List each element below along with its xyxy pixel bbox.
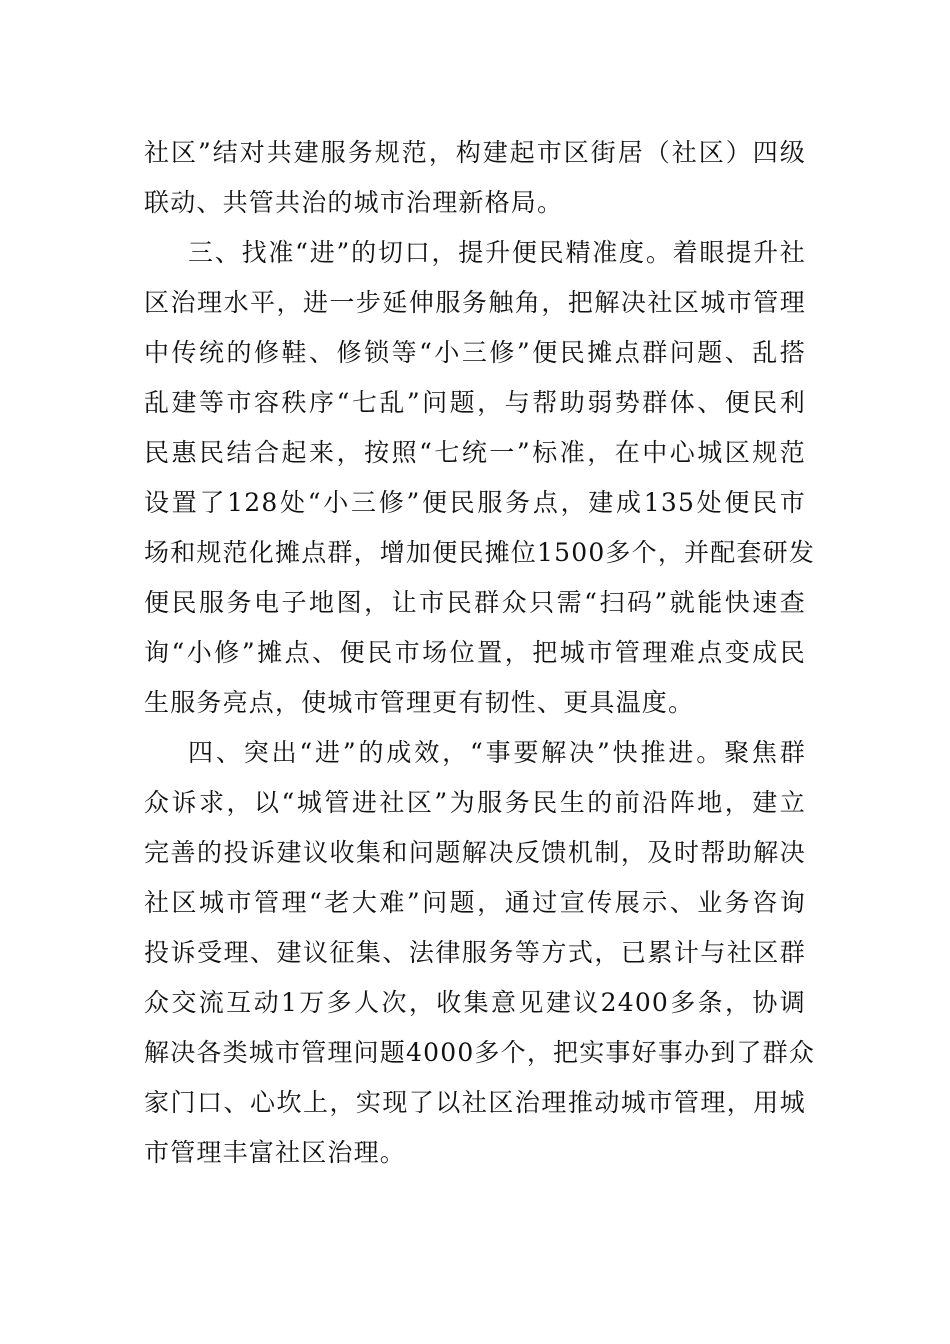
text-line: 场和规范化摊点群，增加便民摊位1500多个，并配套研发 xyxy=(144,538,816,567)
text-line: 众交流互动1万多人次，收集意见建议2400多条，协调 xyxy=(144,988,806,1017)
text-line: 市管理丰富社区治理。 xyxy=(144,1138,407,1167)
text-line: 解决各类城市管理问题4000多个，把实事好事办到了群众 xyxy=(144,1038,816,1067)
text-line: 家门口、心坎上，实现了以社区治理推动城市管理，用城 xyxy=(144,1088,806,1117)
text-line: 完善的投诉建议收集和问题解决反馈机制，及时帮助解决 xyxy=(144,838,806,867)
text-line: 中传统的修鞋、修锁等“小三修”便民摊点群问题、乱搭 xyxy=(144,338,806,367)
text-line: 民惠民结合起来，按照“七统一”标准，在中心城区规范 xyxy=(144,438,806,467)
text-line: 四、突出“进”的成效，“事要解决”快推进。聚焦群 xyxy=(188,738,806,767)
text-line: 社区城市管理“老大难”问题，通过宣传展示、业务咨询 xyxy=(144,888,806,917)
document-body xyxy=(144,128,816,1178)
text-line: 生服务亮点，使城市管理更有韧性、更具温度。 xyxy=(144,688,695,717)
text-line: 询“小修”摊点、便民市场位置，把城市管理难点变成民 xyxy=(144,638,806,667)
text-line: 联动、共管共治的城市治理新格局。 xyxy=(144,188,564,217)
text-line: 三、找准“进”的切口，提升便民精准度。着眼提升社 xyxy=(188,238,806,267)
text-line: 众诉求，以“城管进社区”为服务民生的前沿阵地，建立 xyxy=(144,788,806,817)
text-line: 区治理水平，进一步延伸服务触角，把解决社区城市管理 xyxy=(144,288,806,317)
text-line: 社区”结对共建服务规范，构建起市区街居（社区）四级 xyxy=(144,138,806,167)
text-line: 便民服务电子地图，让市民群众只需“扫码”就能快速查 xyxy=(144,588,806,617)
text-line: 设置了128处“小三修”便民服务点，建成135处便民市 xyxy=(144,488,806,517)
text-line: 投诉受理、建议征集、法律服务等方式，已累计与社区群 xyxy=(144,938,806,967)
text-line: 乱建等市容秩序“七乱”问题，与帮助弱势群体、便民利 xyxy=(144,388,806,417)
